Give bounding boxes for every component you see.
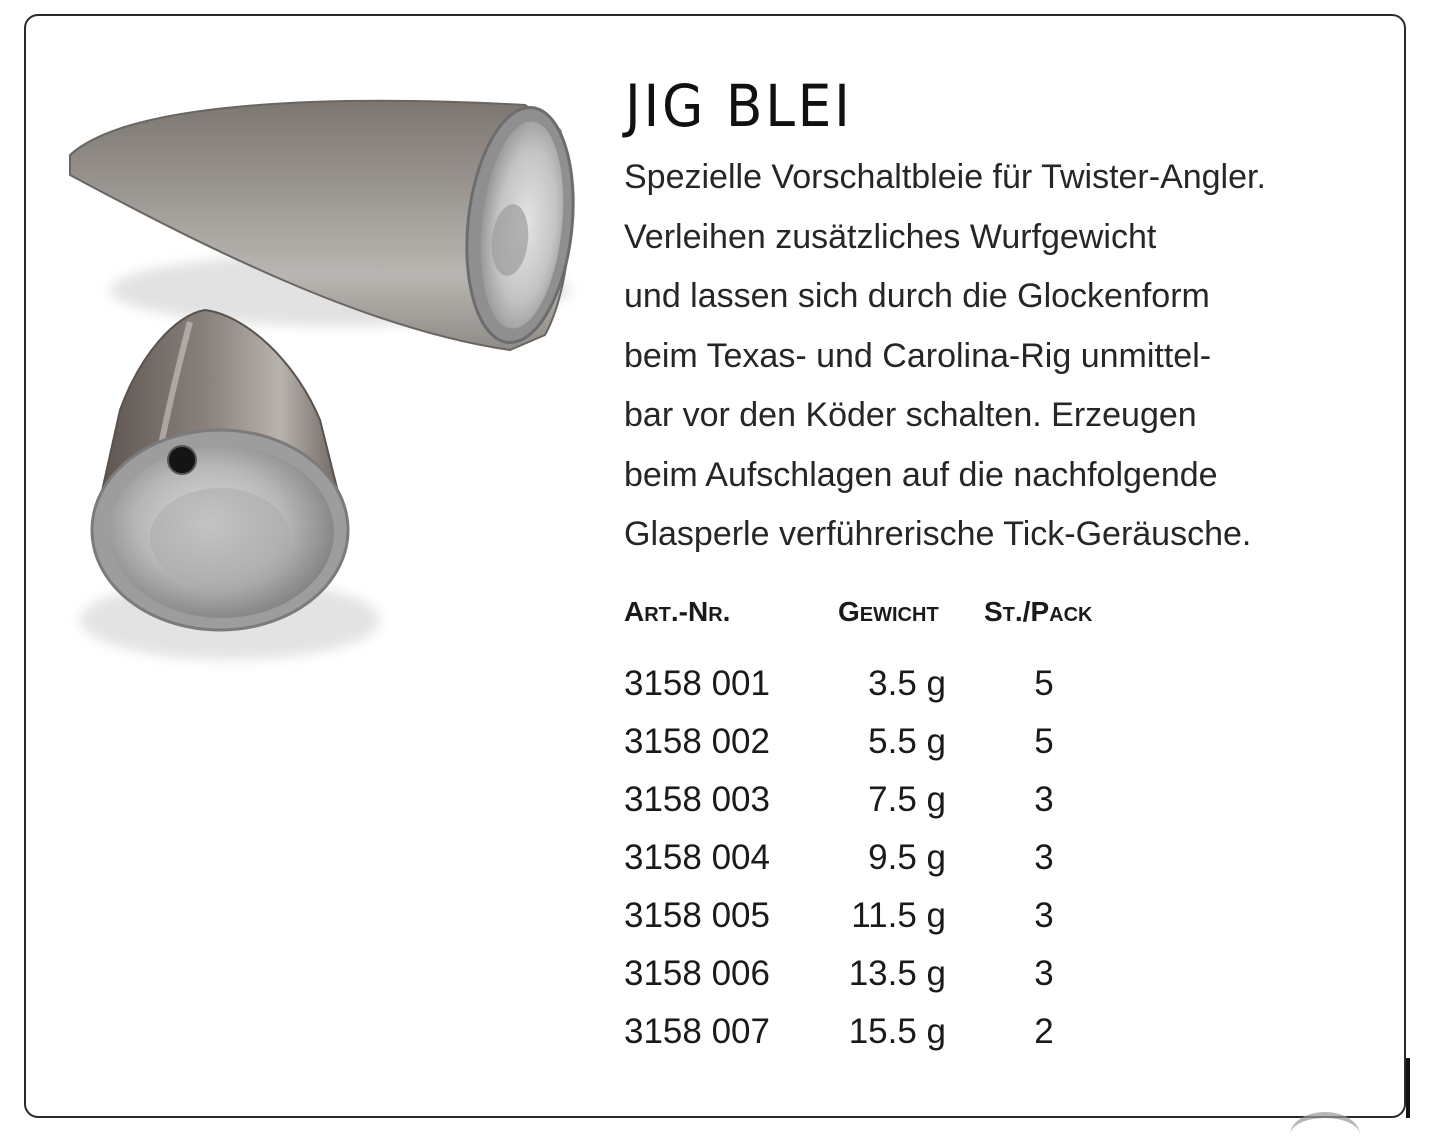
edge-rule — [1406, 1058, 1410, 1118]
cell-gewicht: 11.5 g — [851, 896, 946, 935]
header-pack: St./Pack — [984, 596, 1093, 627]
product-title: JIG BLEI — [625, 72, 853, 140]
cell-gewicht: 13.5 g — [848, 954, 946, 993]
jig-weight-small — [80, 310, 380, 660]
cell-art-nr: 3158 004 — [624, 838, 770, 877]
description-line: bar vor den Köder schalten. Erzeugen — [624, 396, 1197, 434]
description-line: beim Texas- und Carolina-Rig unmittel- — [624, 336, 1212, 375]
cell-pack: 2 — [1034, 1012, 1054, 1051]
header-gewicht: Gewicht — [838, 596, 939, 627]
cell-art-nr: 3158 001 — [624, 664, 770, 703]
cell-pack: 5 — [1034, 664, 1054, 703]
description-line: Verleihen zusätzliches Wurfgewicht — [624, 217, 1157, 256]
jig-weight-image — [40, 60, 600, 700]
product-description — [624, 148, 1404, 565]
cell-pack: 3 — [1034, 780, 1054, 819]
cell-gewicht: 9.5 g — [868, 838, 946, 877]
cell-pack: 3 — [1034, 838, 1054, 877]
cell-gewicht: 15.5 g — [848, 1012, 946, 1051]
cell-gewicht: 5.5 g — [868, 722, 946, 761]
description-line: Spezielle Vorschaltbleie für Twister-Angler. — [624, 158, 1266, 196]
cell-pack: 5 — [1034, 722, 1054, 761]
jig-weight-large — [70, 101, 584, 350]
description-line: beim Aufschlagen auf die nachfolgende — [624, 455, 1218, 494]
cell-art-nr: 3158 002 — [624, 722, 770, 761]
cell-gewicht: 3.5 g — [868, 664, 946, 703]
header-art-nr: Art.-Nr. — [624, 596, 731, 627]
cell-gewicht: 7.5 g — [868, 780, 946, 819]
description-line: Glasperle verführerische Tick-Geräusche. — [624, 515, 1252, 553]
cell-art-nr: 3158 006 — [624, 954, 770, 993]
cell-pack: 3 — [1034, 954, 1054, 993]
cell-art-nr: 3158 005 — [624, 896, 770, 935]
description-line: und lassen sich durch die Glockenform — [624, 277, 1210, 315]
cell-pack: 3 — [1034, 896, 1054, 935]
cell-art-nr: 3158 007 — [624, 1012, 770, 1051]
cell-art-nr: 3158 003 — [624, 780, 770, 819]
